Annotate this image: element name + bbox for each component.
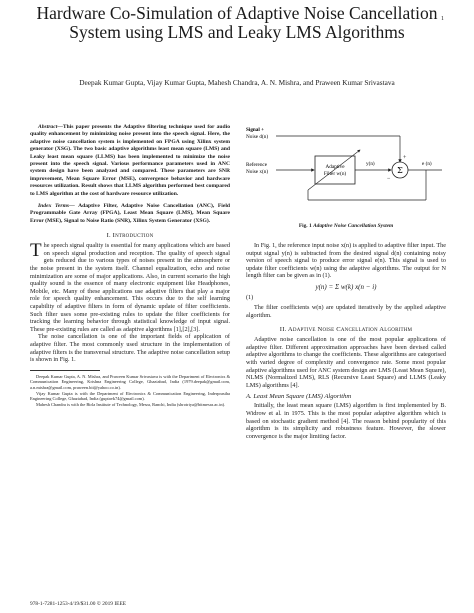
intro-paragraph-1-text: he speech signal quality is essential for many applications which are based on speech signal production and reception. The quality of speech signal gets reduced due to various types of noises present in the atmosphere or the noise present in the system itself. Channel equalization, echo and noise minimization are some of major applications. Also, in current scenario the high quality sound is the essence of many electronic equipment like Headphones, Mobile, etc. Many of these applications use adaptive filters that play a major role for speech quality enhancement. This occurs due to the self learning capability of adaptive filters in form of dynamic update of filter coefficients. Such filter uses some pre-existing rules to update the filter coefficients for tracking the learning behavior through statistical knowledge of input signal. These pre-existing rules are called as adaptive algorithms [1],[2],[3].	[30, 242, 230, 333]
intro-paragraph-2: The noise cancellation is one of the important fields of application of adaptive filter. The most commonly used structure in the implementation of adaptive filters is the transversal structure. The adaptive noise cancellation setup is shown in Fig. 1.	[30, 333, 230, 364]
index-terms-lead: Index Terms	[38, 203, 70, 210]
anc-block-diagram	[246, 124, 446, 216]
right-paragraph-4: Initially, the least mean square (LMS) algorithm is first implemented by B. Widrow et al. in 1975. This is the most popular adaptive algorithm which is based on stochastic gradient method [4]. The reason behind popularity of this algorithm is its simplicity and robustness feature. However, the slower convergence is the major limiting factor.	[246, 402, 446, 440]
abstract	[30, 124, 230, 198]
drop-cap: T	[30, 240, 42, 262]
label-reference: Reference	[246, 162, 268, 168]
right-paragraph-1: In Fig. 1, the reference input noise x(n) is applied to adaptive filter input. The output signal y(n) is subtracted from the desired signal d(n) containing noisy version of speech signal to produce error signal e(n). This signal is used to update filter coefficients w(n) using the adaptive algorithms. The output for N length filter can be given as in (1).	[246, 242, 446, 280]
sum-symbol: Σ	[397, 166, 403, 175]
subsection-heading-lms: A. Least Mean Square (LMS) Algorithm	[246, 393, 352, 401]
right-paragraph-3: Adaptive noise cancellation is one of the most popular applications of adaptive filter. Different approximation approaches have been devised called adaptive algorithms to change the coefficients. These algorithms are categorised with varied degree of complexity and convergence rate. Some most popular adaptive algorithms used for ANC system design are LMS (Least Mean Square), NLMS (Normalized LMS), RLS (Recursive Least Square) and LLMS (Leaky LMS) algorithms [4].	[246, 336, 446, 389]
index-terms-text: — Adaptive Filter, Adaptive Noise Cancellation (ANC), Field Programmable Gate Array (FPGA), Least Mean Square (LMS), Mean Square Error (MSE), Signal to Noise Ratio (SNR), Xilinx System Generator (XSG).	[30, 203, 230, 224]
paper-title: Hardware Co-Simulation of Adaptive Noise Cancellation System using LMS and Leaky LMS Algorithms	[36, 3, 438, 42]
right-paragraph-2: The filter coefficients w(n) are updated iteratively by the applied adaptive algorithm.	[246, 303, 446, 319]
copyright-notice: 978-1-7281-1253-4/19/$31.00 © 2019 IEEE	[30, 601, 127, 607]
section-heading-anc-algorithm: II. Adaptive Noise Cancellation Algorithm	[279, 326, 413, 334]
label-en: e (n)	[422, 161, 432, 167]
figure-caption-text: Adaptive Noise Cancellation System	[313, 223, 394, 229]
filter-label-line-2: Filter w(n)	[323, 171, 347, 177]
footnote-divider	[30, 370, 100, 371]
author-list: Deepak Kumar Gupta, Vijay Kumar Gupta, Mahesh Chandra, A. N. Mishra, and Praween Kumar Srivastava	[79, 78, 395, 87]
left-column	[30, 124, 230, 407]
minus-sign: −	[387, 176, 391, 182]
right-column	[246, 124, 446, 440]
abstract-lead: Abstract	[38, 124, 58, 130]
figure-caption	[246, 223, 446, 229]
page-number: 1	[441, 16, 444, 22]
figure-1-diagram	[246, 124, 446, 229]
footnote-2: Vijay Kumar Gupta is with the Department of Electronics & Communication Engineering, Inderprastha Engineering College, Ghaziabad, India (guptavk74@gmail.com).	[30, 390, 230, 402]
footnote-1: Deepak Kumar Gupta, A. N. Mishra, and Praween Kumar Srivastava is with the Department of Electronics & Communication Engineering, Krishna Engineering College, Ghaziabad, India (1979.deepak@gmail.com, a.n.mishra@gmail.com, praween.bit@yahoo.co.in).	[30, 373, 230, 390]
equation-1: y(n) = Σ w(k) x(n − i)	[315, 282, 377, 291]
intro-paragraph-1	[30, 242, 230, 333]
index-terms	[30, 203, 230, 225]
label-yn: y(n)	[366, 161, 375, 167]
equation-number: (1)	[246, 293, 254, 301]
section-heading-introduction: I. Introduction	[106, 232, 154, 240]
label-noise-dn: Noise d(n)	[246, 134, 269, 140]
footnote-3: Mahesh Chandra is with the Birla Institute of Technology, Mesra, Ranchi, India (shrotriya@bitmesra.ac.in).	[36, 401, 226, 407]
label-noise-xn: Noise x(n)	[246, 169, 269, 175]
plus-sign: +	[403, 155, 407, 161]
abstract-text: —This paper presents the Adaptive filtering technique used for audio quality enhancement by minimizing noise present into the speech signal. Here, the adaptive noise cancellation system is implemented on FPGA using Xilinx system generator (XSG). The two basic adaptive algorithms least mean square (LMS) and Leaky least mean square (LLMS) has been implemented to minimize the noise present into the speech signal. Various performance parameters used in ANC system design have been analyzed and compared. These parameters are SNR improvement, Mean Square Error (MSE), convergence behavior and hardware resources utilization. Result shows that LLMS algorithm performed best compared to LMS algorithm at the cost of hardware resource utilization.	[30, 124, 230, 197]
figure-caption-label: Fig. 1	[298, 223, 312, 229]
filter-label-line-1: Adaptive	[325, 164, 345, 170]
label-signal-noise: Signal +	[246, 127, 265, 133]
